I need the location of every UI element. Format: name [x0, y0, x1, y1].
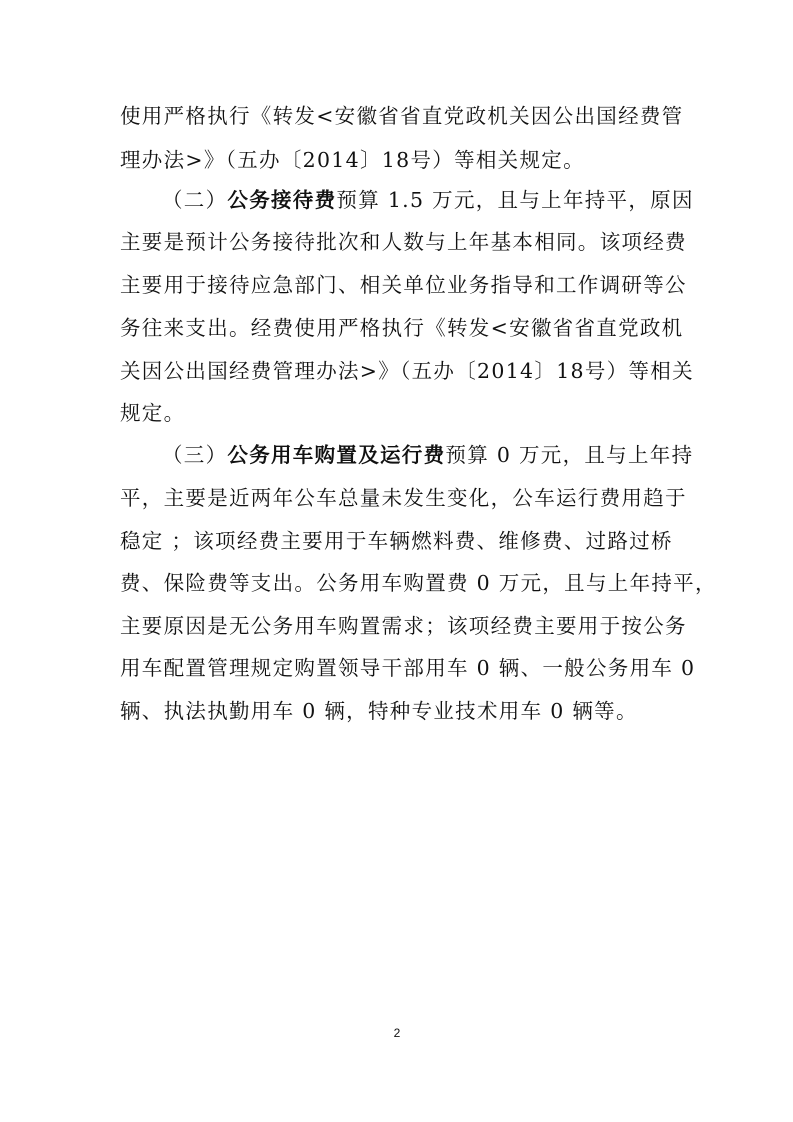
text-line-5: 主要用于接待应急部门、相关单位业务指导和工作调研等公: [120, 273, 687, 297]
section-number: （三）: [162, 443, 228, 467]
text-line-4: 主要是预计公务接待批次和人数与上年基本相同。该项经费: [120, 230, 687, 254]
text-line-8: 规定。: [120, 401, 186, 425]
section-heading-vehicles: [162, 442, 693, 468]
text-line-6: 务往来支出。经费使用严格执行《转发<安徽省省直党政机: [120, 316, 684, 340]
text-line-11: 稳定 ；该项经费主要用于车辆燃料费、维修费、过路过桥: [120, 529, 673, 553]
section-title: 公务接待费: [227, 188, 337, 212]
section-heading-reception: [162, 187, 694, 213]
text-line-7: 关因公出国经费管理办法>》（五办〔2014〕18号）等相关: [120, 359, 694, 383]
text-line-12: 费、保险费等支出。公务用车购置费 0 万元，且与上年持平，: [120, 571, 717, 595]
section-title: 公务用车购置及运行费: [227, 443, 446, 467]
section-text: 预算 0 万元，且与上年持: [445, 443, 694, 467]
section-number: （二）: [162, 188, 228, 212]
page-number: 2: [393, 1026, 401, 1040]
text-line-13: 主要原因是无公务用车购置需求；该项经费主要用于按公务: [120, 614, 687, 638]
text-line-15: 辆、执法执勤用车 0 辆，特种专业技术用车 0 辆等。: [120, 699, 638, 723]
section-text: 预算 1.5 万元，且与上年持平，原因: [336, 188, 694, 212]
text-line-1: 使用严格执行《转发<安徽省省直党政机关因公出国经费管: [120, 104, 684, 128]
text-line-14: 用车配置管理规定购置领导干部用车 0 辆、一般公务用车 0: [120, 656, 696, 680]
text-line-10: 平，主要是近两年公车总量未发生变化，公车运行费用趋于: [120, 486, 687, 510]
text-line-2: 理办法>》（五办〔2014〕18号）等相关规定。: [120, 148, 585, 172]
